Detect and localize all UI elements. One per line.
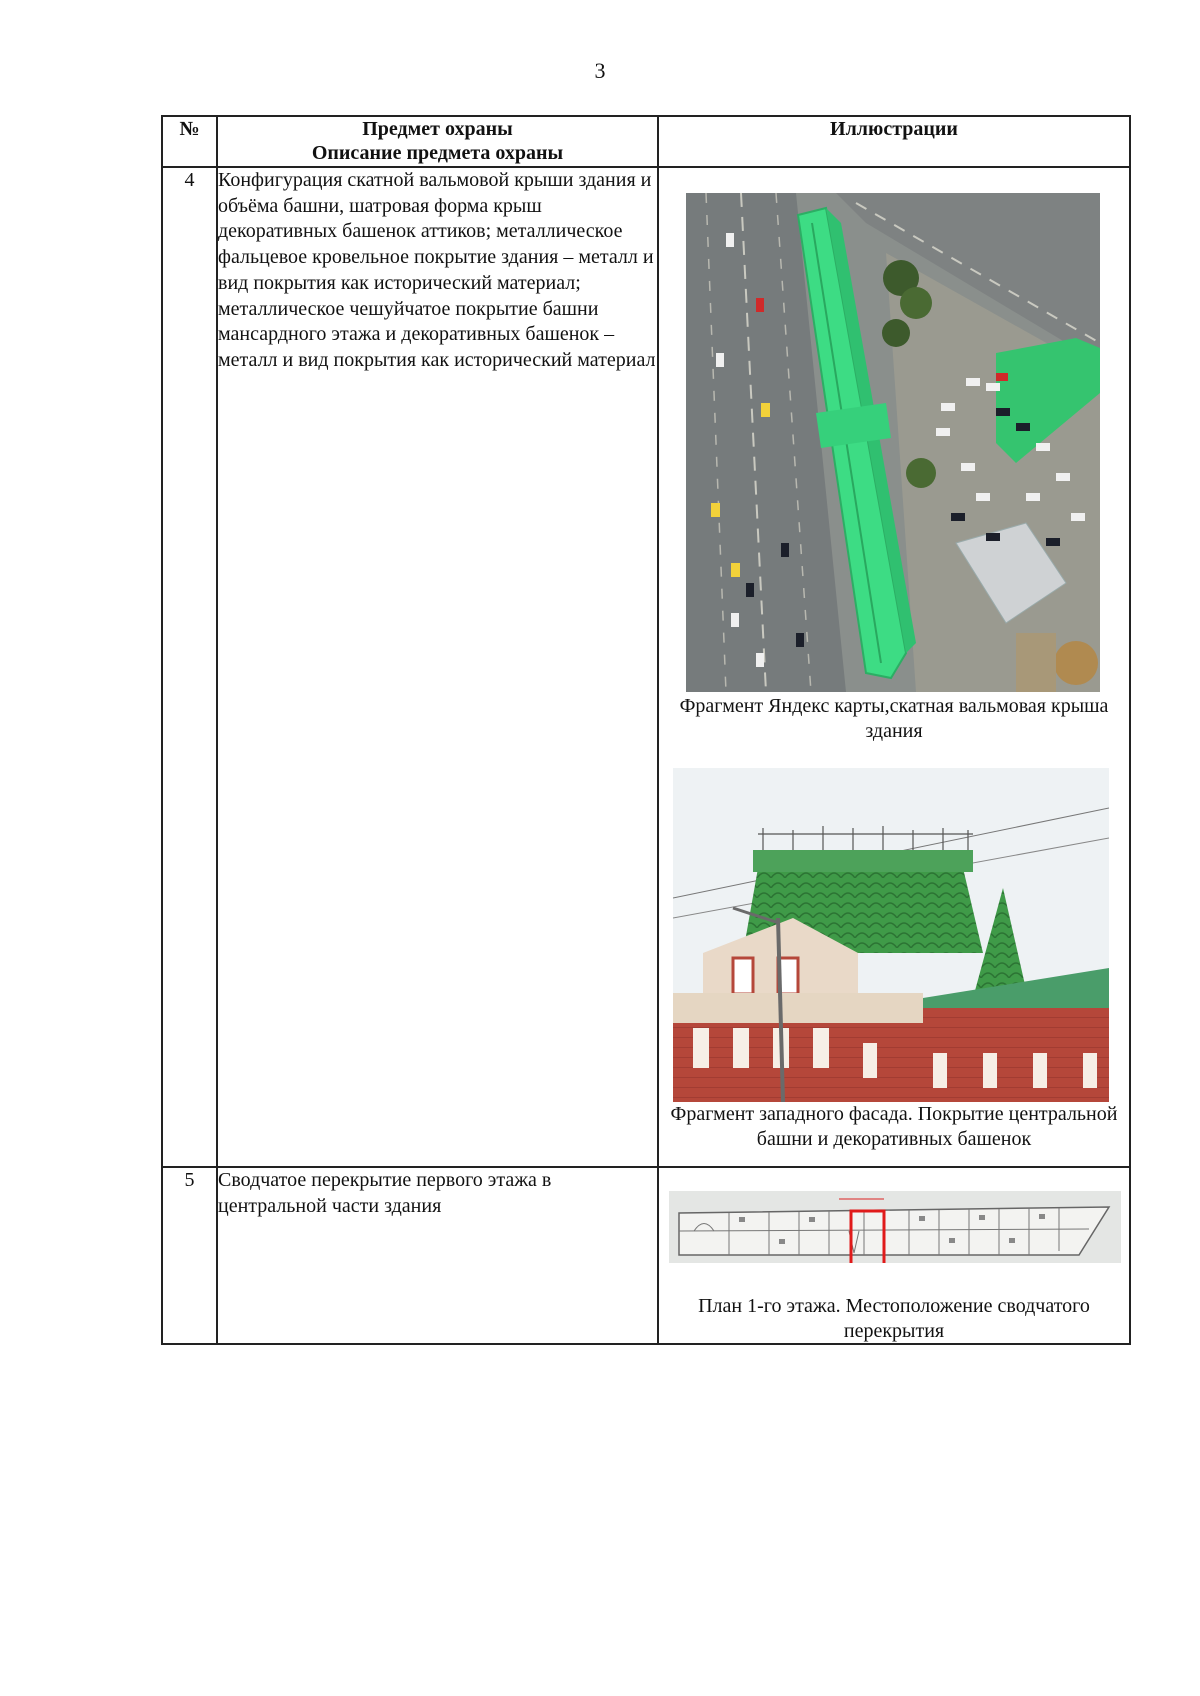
- row-description: Конфигурация скатной вальмовой крыши здания и объёма башни, шатровая форма крыш декоративных башенок аттиков; металлическое фальцевое кровельное покрытие здания – металл и вид покрытия как исторический материал; металлическое чешуйчатое покрытие башни мансардного этажа и декоративных башенок – металл и вид покрытия как исторический материал: [217, 167, 658, 1167]
- table-header-row: [162, 116, 1130, 167]
- floor-plan-caption: План 1-го этажа. Местоположение сводчатого перекрытия: [698, 1295, 1090, 1342]
- aerial-map-caption: Фрагмент Яндекс карты,скатная вальмовая крыша здания: [679, 695, 1109, 742]
- header-number: №: [162, 116, 217, 167]
- header-illustrations: Иллюстрации: [658, 116, 1130, 167]
- row-description: Сводчатое перекрытие первого этажа в центральной части здания: [217, 1167, 658, 1344]
- header-subject-line2: Описание предмета охраны: [311, 142, 564, 164]
- row-illustrations: [658, 167, 1130, 1167]
- facade-photo: [673, 768, 1109, 1102]
- table-row: [162, 1167, 1130, 1344]
- row-illustrations: [658, 1167, 1130, 1344]
- floor-plan-image: [669, 1191, 1121, 1263]
- row-number: 5: [162, 1167, 217, 1344]
- aerial-map-image: [686, 193, 1100, 692]
- table-row: [162, 167, 1130, 1167]
- facade-photo-caption: Фрагмент западного фасада. Покрытие центральной башни и декоративных башенок: [670, 1103, 1118, 1150]
- header-subject: [217, 116, 658, 167]
- protection-table: [161, 115, 1131, 1345]
- page-number: 3: [594, 58, 606, 83]
- header-subject-line1: Предмет охраны: [362, 118, 513, 140]
- row-number: 4: [162, 167, 217, 1167]
